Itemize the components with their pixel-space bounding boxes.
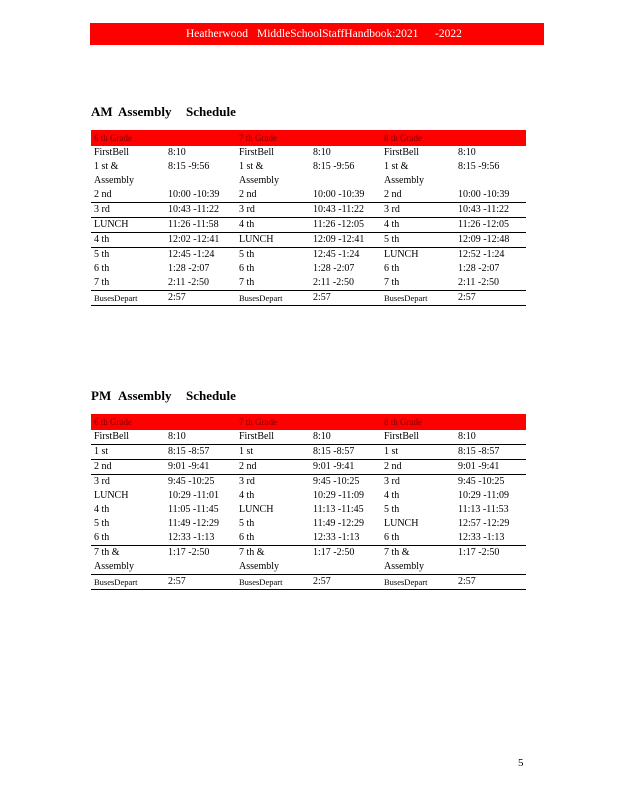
- header-school-name: Heatherwood: [186, 28, 248, 40]
- time-cell: 10:29 -11:09: [313, 490, 365, 501]
- period-cell: 4 th: [381, 218, 455, 233]
- period-cell: 7 th &: [91, 546, 165, 561]
- page-header: [90, 23, 544, 45]
- pm-schedule-table: [91, 414, 526, 590]
- grade-header: 8 th Grade: [381, 130, 526, 146]
- period-cell: 5 th: [236, 248, 310, 263]
- table-row: [91, 503, 526, 517]
- period-cell: 2 nd: [94, 189, 112, 200]
- table-row: [91, 276, 526, 291]
- time-cell: 8:10: [313, 147, 331, 158]
- time-cell: 9:01 -9:41: [455, 460, 526, 475]
- time-cell: 1:17 -2:50: [310, 546, 381, 561]
- time-cell: [310, 560, 381, 575]
- period-cell: LUNCH: [91, 218, 165, 233]
- period-cell: FirstBell: [94, 147, 130, 158]
- time-cell: 8:10: [458, 431, 476, 442]
- table-row: [91, 531, 526, 546]
- period-cell: 6 th: [239, 263, 255, 274]
- table-row: [91, 517, 526, 531]
- table-row: [91, 218, 526, 233]
- table-row: [91, 460, 526, 475]
- period-cell: 6 th: [384, 532, 400, 543]
- time-cell: 9:45 -10:25: [455, 475, 526, 490]
- time-cell: 12:45 -1:24: [165, 248, 236, 263]
- period-cell: 2 nd: [381, 460, 455, 475]
- table-row: [91, 203, 526, 218]
- page-number: 5: [518, 757, 524, 769]
- time-cell: 9:45 -10:25: [310, 475, 381, 490]
- table-row: [91, 188, 526, 203]
- period-cell: BusesDepart: [236, 291, 310, 306]
- table-row: [91, 160, 526, 174]
- period-cell: 3 rd: [236, 475, 310, 490]
- period-cell: LUNCH: [384, 518, 419, 529]
- period-cell: FirstBell: [384, 431, 420, 442]
- time-cell: 9:01 -9:41: [310, 460, 381, 475]
- period-cell: 2 nd: [236, 460, 310, 475]
- time-cell: 1:28 -2:07: [168, 263, 210, 274]
- time-cell: 8:15 -8:57: [165, 445, 236, 460]
- table-row: [91, 560, 526, 575]
- period-cell: 3 rd: [236, 203, 310, 218]
- period-cell: 2 nd: [91, 460, 165, 475]
- time-cell: 1:28 -2:07: [458, 263, 500, 274]
- period-cell: 3 rd: [91, 475, 165, 490]
- period-cell: 5 th: [384, 504, 400, 515]
- time-cell: 2:57: [165, 291, 236, 306]
- period-cell: 1 st: [91, 445, 165, 460]
- time-cell: 12:33 -1:13: [168, 532, 215, 543]
- period-cell: 6 th: [384, 263, 400, 274]
- period-cell: Assembly: [239, 561, 279, 572]
- period-cell: BusesDepart: [381, 575, 455, 590]
- period-cell: 7 th &: [236, 546, 310, 561]
- table-row: [91, 575, 526, 590]
- time-cell: 2:57: [455, 575, 526, 590]
- time-cell: 10:43 -11:22: [310, 203, 381, 218]
- period-cell: FirstBell: [384, 147, 420, 158]
- grade-header-row: [91, 414, 526, 430]
- period-cell: BusesDepart: [381, 291, 455, 306]
- period-cell: 7 th: [384, 277, 400, 288]
- time-cell: [455, 174, 526, 188]
- time-cell: 8:10: [168, 147, 186, 158]
- period-cell: 3 rd: [381, 203, 455, 218]
- time-cell: 10:43 -11:22: [455, 203, 526, 218]
- period-cell: 7 th: [94, 277, 110, 288]
- period-cell: 3 rd: [381, 475, 455, 490]
- period-cell: 2 nd: [384, 189, 402, 200]
- period-cell: 1 st: [381, 445, 455, 460]
- table-row: [91, 475, 526, 490]
- am-title-word: Schedule: [186, 104, 236, 119]
- time-cell: 2:57: [165, 575, 236, 590]
- period-cell: 5 th: [239, 518, 255, 529]
- time-cell: 2:11 -2:50: [313, 277, 355, 288]
- time-cell: 1:17 -2:50: [455, 546, 526, 561]
- period-cell: BusesDepart: [91, 575, 165, 590]
- time-cell: 11:26 -12:05: [455, 218, 526, 233]
- table-row: [91, 430, 526, 445]
- time-cell: 10:29 -11:09: [458, 490, 510, 501]
- period-cell: 1 st &: [94, 161, 119, 172]
- time-cell: 8:15 -9:56: [458, 161, 500, 172]
- time-cell: 11:49 -12:29: [313, 518, 365, 529]
- period-cell: 1 st &: [384, 161, 409, 172]
- time-cell: 12:57 -12:29: [458, 518, 510, 529]
- time-cell: 12:52 -1:24: [455, 248, 526, 263]
- table-row: [91, 233, 526, 248]
- time-cell: 11:49 -12:29: [168, 518, 220, 529]
- time-cell: [455, 560, 526, 575]
- pm-title-word: PM: [91, 388, 112, 403]
- period-cell: FirstBell: [239, 431, 275, 442]
- period-cell: 1 st: [236, 445, 310, 460]
- time-cell: 10:00 -10:39: [313, 189, 365, 200]
- time-cell: 9:01 -9:41: [165, 460, 236, 475]
- time-cell: 11:05 -11:45: [168, 504, 219, 515]
- time-cell: 12:02 -12:41: [165, 233, 236, 248]
- header-year-end: -2022: [435, 28, 462, 40]
- am-title-word: AM: [91, 104, 113, 119]
- time-cell: 10:00 -10:39: [458, 189, 510, 200]
- period-cell: 4 th: [94, 504, 110, 515]
- time-cell: 8:15 -8:57: [310, 445, 381, 460]
- header-handbook-title: MiddleSchoolStaffHandbook:2021: [257, 28, 419, 40]
- time-cell: 8:15 -8:57: [455, 445, 526, 460]
- time-cell: 2:57: [310, 575, 381, 590]
- grade-header: 7 th Grade: [236, 130, 381, 146]
- table-row: [91, 546, 526, 561]
- time-cell: 8:15 -9:56: [313, 161, 355, 172]
- time-cell: 12:33 -1:13: [458, 532, 505, 543]
- time-cell: [310, 174, 381, 188]
- time-cell: 10:00 -10:39: [168, 189, 220, 200]
- period-cell: 4 th: [236, 218, 310, 233]
- period-cell: LUNCH: [236, 233, 310, 248]
- time-cell: 10:43 -11:22: [165, 203, 236, 218]
- grade-header: 7 th Grade: [236, 414, 381, 430]
- grade-header: 6 th Grade: [91, 414, 236, 430]
- time-cell: 8:10: [458, 147, 476, 158]
- time-cell: 10:29 -11:01: [168, 490, 220, 501]
- time-cell: 1:28 -2:07: [313, 263, 355, 274]
- pm-title-word: Assembly: [118, 388, 172, 403]
- period-cell: 7 th: [239, 277, 255, 288]
- time-cell: 1:17 -2:50: [165, 546, 236, 561]
- time-cell: [165, 174, 236, 188]
- period-cell: FirstBell: [239, 147, 275, 158]
- time-cell: 11:13 -11:53: [458, 504, 509, 515]
- table-row: [91, 248, 526, 263]
- time-cell: 8:10: [168, 431, 186, 442]
- period-cell: LUNCH: [239, 504, 274, 515]
- period-cell: 4 th: [384, 490, 400, 501]
- table-row: [91, 174, 526, 188]
- period-cell: Assembly: [94, 561, 134, 572]
- time-cell: 12:09 -12:41: [310, 233, 381, 248]
- period-cell: 6 th: [94, 532, 110, 543]
- grade-header: 8 th Grade: [381, 414, 526, 430]
- time-cell: 2:11 -2:50: [168, 277, 210, 288]
- time-cell: 11:26 -12:05: [310, 218, 381, 233]
- period-cell: Assembly: [94, 175, 134, 186]
- time-cell: 9:45 -10:25: [165, 475, 236, 490]
- time-cell: 12:09 -12:48: [455, 233, 526, 248]
- period-cell: 7 th &: [381, 546, 455, 561]
- period-cell: 3 rd: [91, 203, 165, 218]
- table-row: [91, 445, 526, 460]
- time-cell: 12:45 -1:24: [310, 248, 381, 263]
- time-cell: 8:15 -9:56: [168, 161, 210, 172]
- period-cell: Assembly: [384, 175, 424, 186]
- time-cell: 8:10: [313, 431, 331, 442]
- am-schedule-table: [91, 130, 526, 306]
- period-cell: 5 th: [381, 233, 455, 248]
- period-cell: LUNCH: [381, 248, 455, 263]
- time-cell: 11:13 -11:45: [313, 504, 364, 515]
- table-row: [91, 489, 526, 503]
- period-cell: 5 th: [94, 518, 110, 529]
- period-cell: Assembly: [384, 561, 424, 572]
- table-row: [91, 146, 526, 160]
- period-cell: 4 th: [239, 490, 255, 501]
- time-cell: 12:33 -1:13: [313, 532, 360, 543]
- period-cell: LUNCH: [94, 490, 129, 501]
- time-cell: 2:11 -2:50: [458, 277, 500, 288]
- period-cell: 6 th: [239, 532, 255, 543]
- period-cell: 2 nd: [239, 189, 257, 200]
- time-cell: 11:26 -11:58: [165, 218, 236, 233]
- period-cell: Assembly: [239, 175, 279, 186]
- period-cell: 6 th: [94, 263, 110, 274]
- period-cell: BusesDepart: [236, 575, 310, 590]
- period-cell: 4 th: [91, 233, 165, 248]
- table-row: [91, 262, 526, 276]
- period-cell: 1 st &: [239, 161, 264, 172]
- grade-header: 6 th Grade: [91, 130, 236, 146]
- am-title-word: Assembly: [118, 104, 172, 119]
- period-cell: 5 th: [91, 248, 165, 263]
- table-row: [91, 291, 526, 306]
- grade-header-row: [91, 130, 526, 146]
- period-cell: BusesDepart: [91, 291, 165, 306]
- time-cell: [165, 560, 236, 575]
- pm-title-word: Schedule: [186, 388, 236, 403]
- period-cell: FirstBell: [94, 431, 130, 442]
- time-cell: 2:57: [310, 291, 381, 306]
- time-cell: 2:57: [455, 291, 526, 306]
